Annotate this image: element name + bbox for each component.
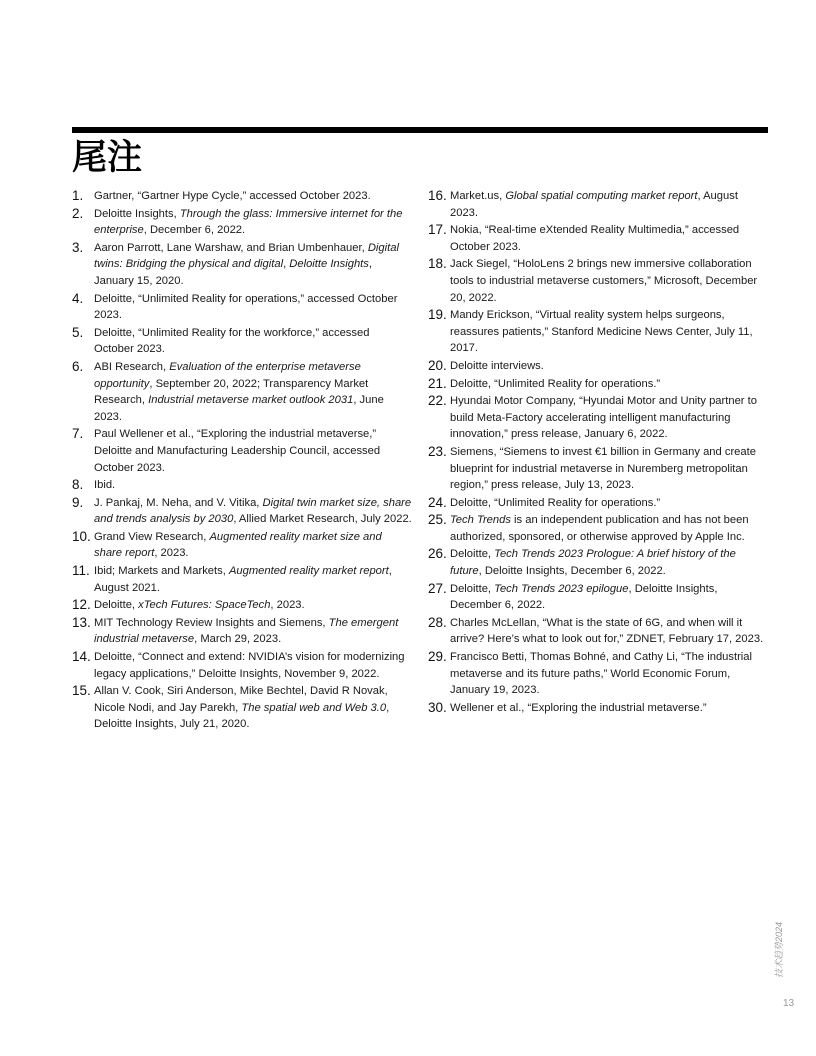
endnote-text-part: , August 2023.: [450, 190, 738, 219]
endnote-title-italic: The spatial web and Web 3.0: [241, 701, 387, 714]
endnote-title-italic: Digital twins: Bridging the physical and digital: [94, 241, 399, 271]
endnote-number: 7.: [72, 426, 84, 442]
endnote-number: 4.: [72, 290, 84, 306]
endnote-text: [94, 242, 399, 287]
endnote-item: [428, 700, 768, 717]
endnote-text-part: , March 29, 2023.: [194, 633, 282, 646]
header-rule: [72, 127, 768, 133]
endnote-text: [450, 224, 739, 253]
endnote-title-italic: Deloitte Insights: [289, 258, 369, 271]
endnote-text-part: , 2023.: [270, 599, 305, 612]
endnote-item: [72, 359, 412, 425]
endnote-number: 17.: [428, 222, 447, 238]
endnote-text: [450, 497, 660, 509]
endnote-item: [72, 240, 412, 290]
endnote-text: [450, 702, 707, 714]
endnote-text-part: , Deloitte Insights, December 6, 2022.: [478, 565, 666, 578]
endnote-text: [94, 565, 392, 594]
endnote-text-part: , June 2023.: [94, 394, 384, 423]
endnote-number: 20.: [428, 357, 447, 373]
endnote-item: [72, 529, 412, 562]
endnote-number: 1.: [72, 188, 84, 203]
endnote-item: [428, 546, 768, 579]
endnote-title-italic: Industrial metaverse market outlook 2031: [148, 394, 354, 407]
endnote-title-italic: Evaluation of the enterprise metaverse opportunity: [94, 360, 361, 390]
endnote-item: [428, 495, 768, 512]
endnote-item: [428, 256, 768, 306]
endnote-number: 25.: [428, 512, 447, 528]
endnotes-right-column: [428, 188, 768, 717]
endnote-text-part: Allan V. Cook, Siri Anderson, Mike Bechtel, David R Novak, Nicole Nodi, and Jay Parekh,: [94, 685, 388, 714]
endnote-item: [428, 188, 768, 221]
endnote-text-part: , January 15, 2020.: [94, 258, 372, 287]
endnote-number: 21.: [428, 375, 447, 391]
endnote-text: [94, 428, 380, 473]
endnote-number: 19.: [428, 307, 447, 323]
endnote-title-italic: Augmented reality market size and share report: [94, 530, 382, 560]
endnote-text-part: , December 6, 2022.: [143, 224, 246, 237]
endnote-number: 23.: [428, 443, 447, 459]
endnote-item: [72, 206, 412, 239]
endnote-item: [428, 358, 768, 375]
endnote-number: 24.: [428, 494, 447, 510]
endnote-title-italic: Tech Trends: [450, 514, 511, 527]
endnote-text-part: Gartner, “Gartner Hype Cycle,” accessed October 2023.: [94, 190, 371, 202]
endnote-title-italic: Tech Trends 2023 Prologue: A brief history of the future: [450, 548, 736, 578]
endnote-item: [72, 563, 412, 596]
endnote-text-part: MIT Technology Review Insights and Siemens,: [94, 616, 329, 629]
endnote-text-part: , Deloitte Insights, July 21, 2020.: [94, 701, 390, 731]
endnote-text-part: Deloitte,: [94, 599, 139, 612]
endnote-text: [94, 361, 384, 423]
endnote-text: [450, 651, 752, 696]
endnote-text: [450, 514, 749, 543]
endnote-text: [94, 190, 371, 202]
page-number: 13: [783, 998, 795, 1009]
endnote-text-part: Deloitte Insights,: [94, 207, 180, 220]
endnote-item: [72, 188, 412, 205]
endnote-text-part: J. Pankaj, M. Neha, and V. Vitika,: [94, 496, 263, 509]
endnote-number: 11.: [72, 563, 90, 579]
endnote-text-part: Siemens, “Siemens to invest €1 billion in Germany and create blueprint for industrial metaverse in Nuremberg metropolitan region,” press release, July 13, 2023.: [450, 445, 756, 492]
endnote-number: 28.: [428, 614, 447, 630]
endnote-item: [72, 477, 412, 494]
endnote-text: [450, 190, 738, 219]
endnote-text-part: Market.us,: [450, 190, 506, 202]
endnote-number: 29.: [428, 649, 447, 665]
page-title: 尾注: [72, 138, 143, 178]
endnote-text-part: Mandy Erickson, “Virtual reality system helps surgeons, reassures patients,” Stanford Medicine News Center, July 11, 2017.: [450, 309, 753, 355]
endnote-number: 18.: [428, 256, 447, 272]
endnote-number: 3.: [72, 239, 84, 255]
endnote-text: [94, 599, 305, 611]
endnote-text-part: Charles McLellan, “What is the state of 6G, and when will it arrive? Here’s what to look out for,” ZDNET, February 17, 2023.: [450, 616, 764, 646]
endnote-item: [428, 512, 768, 545]
endnote-text: [94, 208, 402, 237]
endnote-text: [94, 531, 382, 560]
endnote-item: [72, 597, 412, 614]
endnote-text-part: Deloitte,: [450, 582, 495, 595]
endnote-text: [450, 360, 544, 372]
endnote-item: [428, 307, 768, 357]
endnote-item: [428, 444, 768, 494]
endnote-number: 26.: [428, 546, 447, 562]
endnote-item: [72, 683, 412, 733]
endnote-text: [94, 685, 389, 730]
endnote-text-part: Jack Siegel, “HoloLens 2 brings new immersive collaboration tools to industrial metaverse customers,” Microsoft, December 20, 2022.: [450, 258, 758, 304]
endnote-text-part: Nokia, “Real-time eXtended Reality Multimedia,” accessed October 2023.: [450, 224, 740, 253]
endnote-text: [450, 583, 717, 612]
endnote-item: [72, 649, 412, 682]
endnote-number: 10.: [72, 528, 91, 544]
endnote-item: [428, 649, 768, 699]
endnote-number: 27.: [428, 580, 447, 596]
endnote-text: [450, 617, 763, 646]
endnote-title-italic: xTech Futures: SpaceTech: [138, 599, 271, 612]
endnote-text: [94, 651, 405, 680]
endnote-text-part: Deloitte, “Connect and extend: NVIDIA’s vision for modernizing legacy applications,” Deloitte Insights, November 9, 2022.: [94, 651, 405, 680]
endnote-title-italic: Global spatial computing market report: [505, 190, 698, 202]
endnote-text: [94, 293, 397, 322]
endnote-text-part: Deloitte,: [450, 548, 495, 561]
endnote-text-part: , August 2021.: [94, 565, 392, 594]
endnote-number: 14.: [72, 649, 91, 665]
endnote-text-part: Deloitte interviews.: [450, 359, 544, 372]
endnote-number: 12.: [72, 597, 91, 613]
endnote-text: [450, 309, 753, 354]
endnote-text-part: Hyundai Motor Company, “Hyundai Motor and Unity partner to build Meta-Factory accelerating intelligent manufacturing innovation,” press release, January 6, 2022.: [450, 395, 757, 441]
endnote-text: [94, 479, 115, 491]
endnote-text-part: Grand View Research,: [94, 530, 210, 543]
endnote-text-part: Ibid.: [94, 479, 116, 492]
endnote-title-italic: Augmented reality market report: [228, 565, 389, 578]
endnote-number: 13.: [72, 614, 91, 630]
endnote-number: 8.: [72, 477, 84, 493]
endnote-number: 16.: [428, 188, 447, 203]
endnote-item: [72, 615, 412, 648]
endnote-title-italic: Tech Trends 2023 epilogue: [494, 582, 629, 595]
endnote-title-italic: Through the glass: Immersive internet for the enterprise: [94, 207, 403, 237]
endnote-text: [450, 395, 757, 440]
endnote-number: 2.: [72, 205, 84, 221]
endnote-text-part: Deloitte, “Unlimited Reality for the workforce,” accessed October 2023.: [94, 326, 370, 356]
endnote-text-part: Aaron Parrott, Lane Warshaw, and Brian Umbenhauer,: [94, 241, 368, 254]
endnote-text: [94, 617, 398, 646]
endnote-text-part: Ibid; Markets and Markets,: [94, 565, 229, 578]
endnote-text-part: , 2023.: [154, 547, 189, 560]
endnote-text-part: , Allied Market Research, July 2022.: [233, 513, 412, 526]
endnote-text: [94, 327, 369, 356]
endnote-item: [428, 376, 768, 393]
endnote-text-part: , Deloitte Insights, December 6, 2022.: [450, 582, 718, 612]
endnote-text-part: Paul Wellener et al., “Exploring the industrial metaverse,” Deloitte and Manufacturing Leadership Council, accessed October 2023.: [94, 428, 381, 474]
endnote-number: 15.: [72, 683, 91, 699]
endnote-item: [72, 426, 412, 476]
endnote-number: 6.: [72, 358, 84, 374]
endnote-text-part: Deloitte, “Unlimited Reality for operations,” accessed October 2023.: [94, 292, 398, 322]
endnote-text-part: ,: [283, 258, 290, 271]
endnotes-left-column: [72, 188, 412, 734]
endnote-number: 22.: [428, 393, 447, 409]
endnote-text-part: Francisco Betti, Thomas Bohné, and Cathy Li, “The industrial metaverse and its future paths,” World Economic Forum, January 19, 2023.: [450, 651, 753, 697]
endnote-text: [450, 446, 756, 491]
endnote-item: [428, 615, 768, 648]
endnote-text-part: Deloitte, “Unlimited Reality for operations.”: [450, 496, 661, 509]
endnote-title-italic: The emergent industrial metaverse: [94, 616, 399, 646]
endnote-item: [428, 393, 768, 443]
endnote-number: 9.: [72, 494, 84, 510]
endnote-text: [450, 258, 757, 303]
endnote-text: [94, 497, 412, 526]
endnote-item: [72, 495, 412, 528]
endnote-text-part: Wellener et al., “Exploring the industrial metaverse.”: [450, 701, 707, 714]
endnote-text-part: is an independent publication and has not been authorized, sponsored, or otherwise approved by Apple Inc.: [450, 514, 749, 543]
endnote-number: 5.: [72, 324, 84, 340]
endnote-item: [428, 581, 768, 614]
side-label: 技术趋势2024: [774, 921, 784, 978]
endnote-number: 30.: [428, 699, 447, 715]
endnote-text-part: , September 20, 2022; Transparency Market Research,: [94, 377, 369, 407]
endnote-text: [450, 378, 660, 390]
endnote-title-italic: Digital twin market size, share and trends analysis by 2030: [94, 496, 412, 526]
endnote-text-part: ABI Research,: [94, 360, 170, 373]
endnote-item: [72, 325, 412, 358]
endnote-item: [72, 291, 412, 324]
endnote-item: [428, 222, 768, 255]
endnote-text: [450, 548, 736, 577]
endnote-text-part: Deloitte, “Unlimited Reality for operations.”: [450, 377, 661, 390]
